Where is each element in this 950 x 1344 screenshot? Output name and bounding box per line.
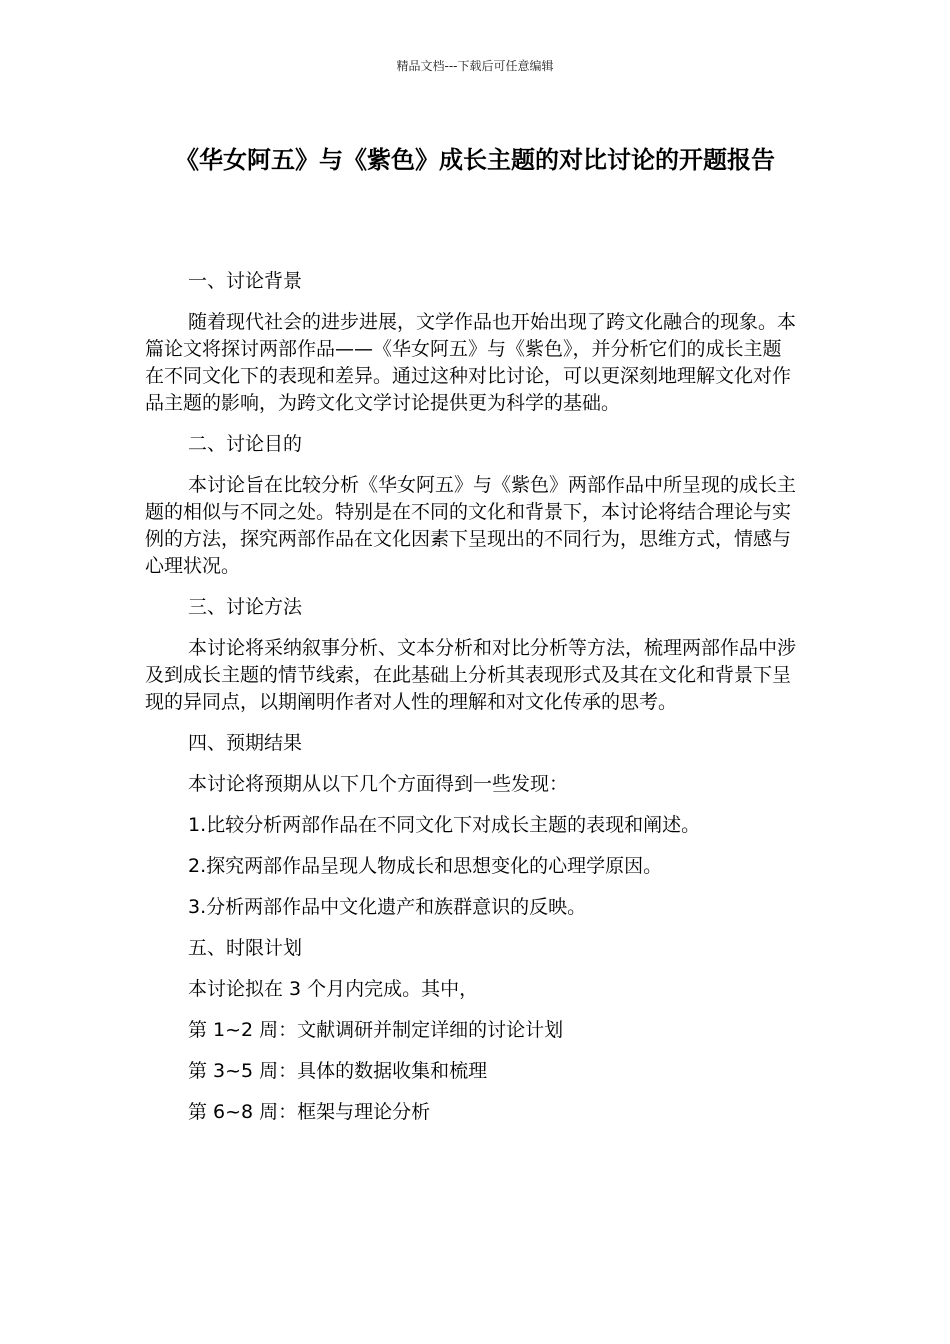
paragraph-method: 本讨论将采纳叙事分析、文本分析和对比分析等方法，梳理两部作品中涉及到成长主题的情节线索，在此基础上分析其表现形式及其在文化和背景下呈现的异同点，以期阐明作者对人性的理解和对文化传承的思考。: [145, 637, 797, 713]
list-item-expected-3: 3.分析两部作品中文化遗产和族群意识的反映。: [188, 896, 587, 918]
document-title: 《华女阿五》与《紫色》成长主题的对比讨论的开题报告: [175, 146, 775, 174]
paragraph-background: 随着现代社会的进步进展，文学作品也开始出现了跨文化融合的现象。本篇论文将探讨两部作品——《华女阿五》与《紫色》，并分析它们的成长主题在不同文化下的表现和差异。通过这种对比讨论，可以更深刻地理解文化对作品主题的影响，为跨文化文学讨论提供更为科学的基础。: [145, 311, 797, 414]
schedule-item-1: 第 1~2 周：文献调研并制定详细的讨论计划: [188, 1019, 564, 1041]
document-body: [145, 268, 797, 1140]
list-item-expected-2: 2.探究两部作品呈现人物成长和思想变化的心理学原因。: [188, 855, 663, 877]
section-heading-background: 一、讨论背景: [188, 270, 303, 292]
section-heading-expected-results: 四、预期结果: [188, 732, 303, 754]
section-heading-method: 三、讨论方法: [188, 596, 303, 618]
schedule-item-2: 第 3~5 周：具体的数据收集和梳理: [188, 1060, 488, 1082]
page-header: 精品文档---下载后可任意编辑: [396, 59, 554, 73]
list-item-expected-1: 1.比较分析两部作品在不同文化下对成长主题的表现和阐述。: [188, 814, 701, 836]
section-heading-schedule: 五、时限计划: [188, 937, 303, 959]
section-heading-purpose: 二、讨论目的: [188, 433, 303, 455]
schedule-item-3: 第 6~8 周：框架与理论分析: [188, 1101, 431, 1123]
paragraph-schedule-intro: 本讨论拟在 3 个月内完成。其中，: [188, 978, 479, 1000]
paragraph-expected-intro: 本讨论将预期从以下几个方面得到一些发现：: [188, 773, 569, 795]
paragraph-purpose: 本讨论旨在比较分析《华女阿五》与《紫色》两部作品中所呈现的成长主题的相似与不同之处。特别是在不同的文化和背景下，本讨论将结合理论与实例的方法，探究两部作品在文化因素下呈现出的不同行为，思维方式，情感与心理状况。: [145, 474, 797, 577]
